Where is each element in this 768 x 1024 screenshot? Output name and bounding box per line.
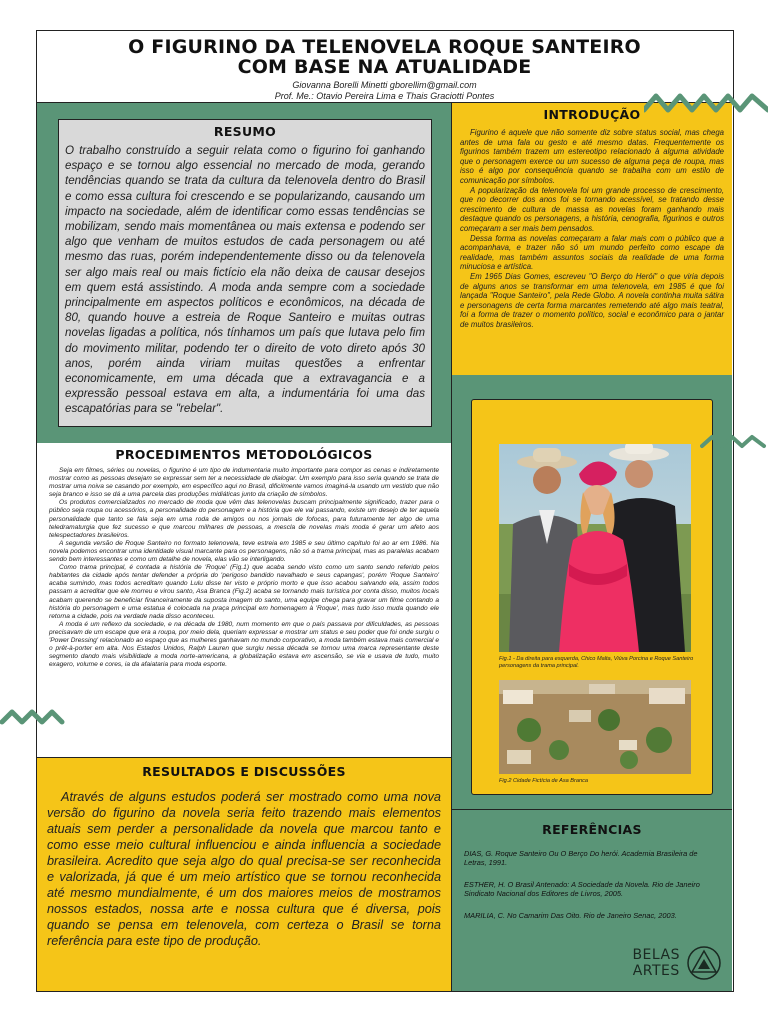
- logo-line-1: BELAS: [632, 947, 680, 963]
- reference-item: ESTHER, H. O Brasil Antenado: A Sociedade da Novela. Rio de Janeiro Sindicato Nacional dos Editores de Livros, 2005.: [464, 879, 700, 899]
- fig2-photo: [499, 680, 691, 774]
- fig1-photo: [499, 444, 691, 652]
- poster-header: [37, 31, 732, 103]
- introducao-paragraph: Dessa forma as novelas começaram a falar mais com o público que a acompanhava, e trazer não só um mundo perfeito como escape da realidade, mas também assuntos sociais da realidade de uma forma minuciosa e artística.: [460, 233, 724, 272]
- resumo-box: [58, 119, 432, 427]
- reference-item: DIAS, G. Roque Santeiro Ou O Berço Do herói. Academia Brasileira de Letras, 1991.: [464, 849, 698, 868]
- zigzag-decoration-icon: [700, 432, 768, 452]
- procedimentos-section: [37, 443, 451, 757]
- poster-title: [37, 37, 732, 77]
- figures-frame: [471, 399, 713, 795]
- belas-artes-logo: [632, 945, 722, 981]
- reference-item: MARILIA, C. No Camarim Das Oito. Rio de Janeiro Senac, 2003.: [464, 910, 677, 920]
- procedimentos-paragraph: Seja em filmes, séries ou novelas, o figurino é um tipo de indumentaria muito importante para compor as cenas e indiretamente mostrar como as pessoas desejam se expressar sem ter a necessidade de dialogar. Um exemplo para isso seria quando se trata de mostrar uma noiva se casando por exemplo, em específico aqui no Brasil, dificilmente vamos imaginá-la usando um vestido que não seja branco e isso se dá a uma parcela das produções midiáticas junto da criação de símbolos.: [49, 467, 439, 499]
- introducao-section: [451, 103, 732, 375]
- procedimentos-text: [49, 467, 439, 669]
- logo-line-2: ARTES: [632, 963, 680, 979]
- title-line-1: O FIGURINO DA TELENOVELA ROQUE SANTEIRO: [128, 36, 641, 58]
- procedimentos-paragraph: A moda é um reflexo da sociedade, e na década de 1980, num momento em que o país passava por dificuldades, as pessoas precisavam de um escape que era a roupa, por meio dela, queriam expressar e mostrar um status e seu poder que foi onde surgiu o 'Power Dressing' relacionado ao espaço que as mulheres ganhavam no mundo corporativo, a moda também estava mais comercial e o prêt-à-porter em alta. Nos Estados Unidos, Ralph Lauren que surgiu nessa década se tornou uma marca representante deste segmento dando mais visibilidade a moda norte-americana, a globalização estava em ascensão, se via e usava de tudo, muito exagero, volume e cores, ia da afaiataria para moda esporte.: [49, 620, 439, 669]
- introducao-paragraph: Em 1965 Dias Gomes, escreveu "O Berço do Herói" o que viria depois de alguns anos se transformar em uma telenovela, em 1985 é que foi lançada "Roque Santeiro", pela Rede Globo. A novela continha muita sátira e personagens de certa forma marcantes remetendo até algo mais teatral, foi a forma de trazer o momento político, social e econômico para o jantar de muitos brasileiros.: [460, 271, 724, 329]
- resultados-title: RESULTADOS E DISCUSSÕES: [142, 764, 346, 779]
- resultados-text: Através de alguns estudos poderá ser mostrado como uma nova versão do figurino da novela seria feito trazendo mais elementos atuais sem perder a personalidade da novela que marcou tanto e como esse meio cultural influenciou e ainda influencia a sociedade brasileira. Acredito que seja algo do qual precisa-se ser reconhecida e valorizada, já que é um meio artístico que se tornou reconhecida até mesmo mundialmente, é um dos maiores meios de mostramos nossos estados, nossa arte e nossa cultura que é diversa, pois quando se pensa em telenovela, com certeza o Brasil se torna referência para este tipo de produção.: [47, 790, 441, 948]
- fig1-caption: Fig.1 - Da direita para esquerda, Chico Malta, Viúva Porcina e Roque Santeiro personagens da trama principal.: [499, 656, 694, 669]
- referencias-title: REFERÊNCIAS: [542, 822, 642, 837]
- introducao-title: INTRODUÇÃO: [543, 107, 641, 122]
- introducao-paragraph: A popularização da telenovela foi um grande processo de crescimento, que no decorrer dos anos foi se tornando acessível, se tratando desse crescimento de cultura de massa as novelas foram ganhando mais destaque quando os personagens, a história, cenografia, figurinos e outros começaram a ser mais bem pensados.: [460, 185, 724, 233]
- procedimentos-paragraph: Como trama principal, é contada a história de 'Roque' (Fig.1) que acaba sendo visto como um santo sendo referido pelos habitantes da cidade após tentar defender a própria do 'perigoso bandido navalhado e seus capangas', porém 'Roque Santeiro' acaba sumindo, mas todos acreditam quando Lulu disse ter visto e próprio morto e que isso acabou salvando ela, assim todos passam a acreditar que ele morreu e virou santo, Asa Branca (Fig.2) acaba se tornando mais turística por conta disso, muitos locais acabam querendo se beneficiar financeiramente da suposta imagem do santo, uma equipe chega para gravar um filme contando a história do personagem e uma estatua é colocada na praça principal em homenagem à 'Roque', mas tudo isso muda quando ele retorna a cidade, pois na verdade nada disso aconteceu.: [49, 564, 439, 620]
- zigzag-decoration-icon: [0, 706, 66, 728]
- procedimentos-paragraph: A segunda versão de Roque Santeiro no formato telenovela, teve estreia em 1985 e seu último capítulo foi ao ar em 1986. Na novela podemos encontrar uma identidade visual marcante para os personagens, não só a trama principal, mas as paralelas acabam sendo bem interessantes e como um detalhe de novela, elas vão se interligando.: [49, 539, 439, 564]
- figures-section: [451, 375, 732, 809]
- zigzag-decoration-icon: [644, 88, 768, 116]
- introducao-text: [460, 128, 724, 329]
- resumo-text: O trabalho construído a seguir relata como o figurino foi ganhando espaço e se tornou algo essencial no mercado de moda, gerando tendências quando se trata da cultura da telenovela dentro do Brasil e como essa cultura foi crescendo e se popularizando, causando um impacto na sociedade, além de identificar como essas tendências se mobilizam, sendo mais momentânea ou mais extensa e podendo ser algo que venham de muitos estudos de cada personagem ou até mesmo das ruas, porém independentemente disso ou da telenovela ser algo mais real ou mais fictício ela não deixa de causar desejos em quem está assistindo. A moda anda sempre com a sociedade principalmente em aspectos políticos e econômicos, na década de 80, quando houve a estreia de Roque Santeiro e muitas outras novelas ligadas a política, nós tínhamos um país que lutava pelo fim do movimento militar, podendo ter o direito de voto direto após 30 anos, porém ainda viriam muitas questões a enfrentar economicamente, em uma década que a extravagancia e a expressão pessoal estava em alta, a indumentária foi uma das escapatórias para se "rebelar".: [65, 144, 425, 416]
- advisors-line: Prof. Me.: Otavio Pereira Lima e Thais Graciotti Pontes: [274, 91, 495, 101]
- referencias-section: [451, 809, 732, 991]
- fig2-illustration: [499, 680, 691, 774]
- fig1-illustration: [499, 444, 691, 652]
- resumo-title: RESUMO: [213, 124, 277, 139]
- resumo-section: [37, 103, 451, 443]
- author-line: Giovanna Borelli Minetti gborellim@gmail.com: [292, 80, 477, 90]
- introducao-paragraph: Figurino é aquele que não somente diz sobre status social, mas chega antes de uma fala ou gesto e até mesmo datas. Frequentemente os figurinos também trazem um estereotipo relacionado à alguma atividade que o personagem exerce ou um sucesso de alguma peça de roupa, mas isso é algo por consequência quando se trabalha com um estilo de comunicação por símbolos.: [460, 128, 724, 185]
- poster: [36, 30, 734, 992]
- logo-text: [632, 947, 680, 979]
- resultados-section: [37, 757, 451, 991]
- procedimentos-title: PROCEDIMENTOS METODOLÓGICOS: [115, 447, 373, 462]
- title-line-2: COM BASE NA ATUALIDADE: [237, 56, 532, 78]
- logo-emblem-icon: [686, 945, 722, 981]
- procedimentos-paragraph: Os produtos comercializados no mercado de moda que vêm das telenovelas buscam principalmente significado, trazer para o público seja roupa ou acessórios, a personalidade do personagem e a história que ele vai passando, existe um desejo de ter aquela personalidade que tanto se fala seja em uma roda de amigos ou nos jornais de fofocas, para futuramente ter algo de uma teledramaturgia que fez sucesso e que marcou milhares de pessoas, a mescla de novelas mais moda é gerar um afeto aos telespectadores brasileiros.: [49, 499, 439, 539]
- fig2-caption: Fig.2 Cidade Fictícia de Asa Branca: [499, 778, 589, 784]
